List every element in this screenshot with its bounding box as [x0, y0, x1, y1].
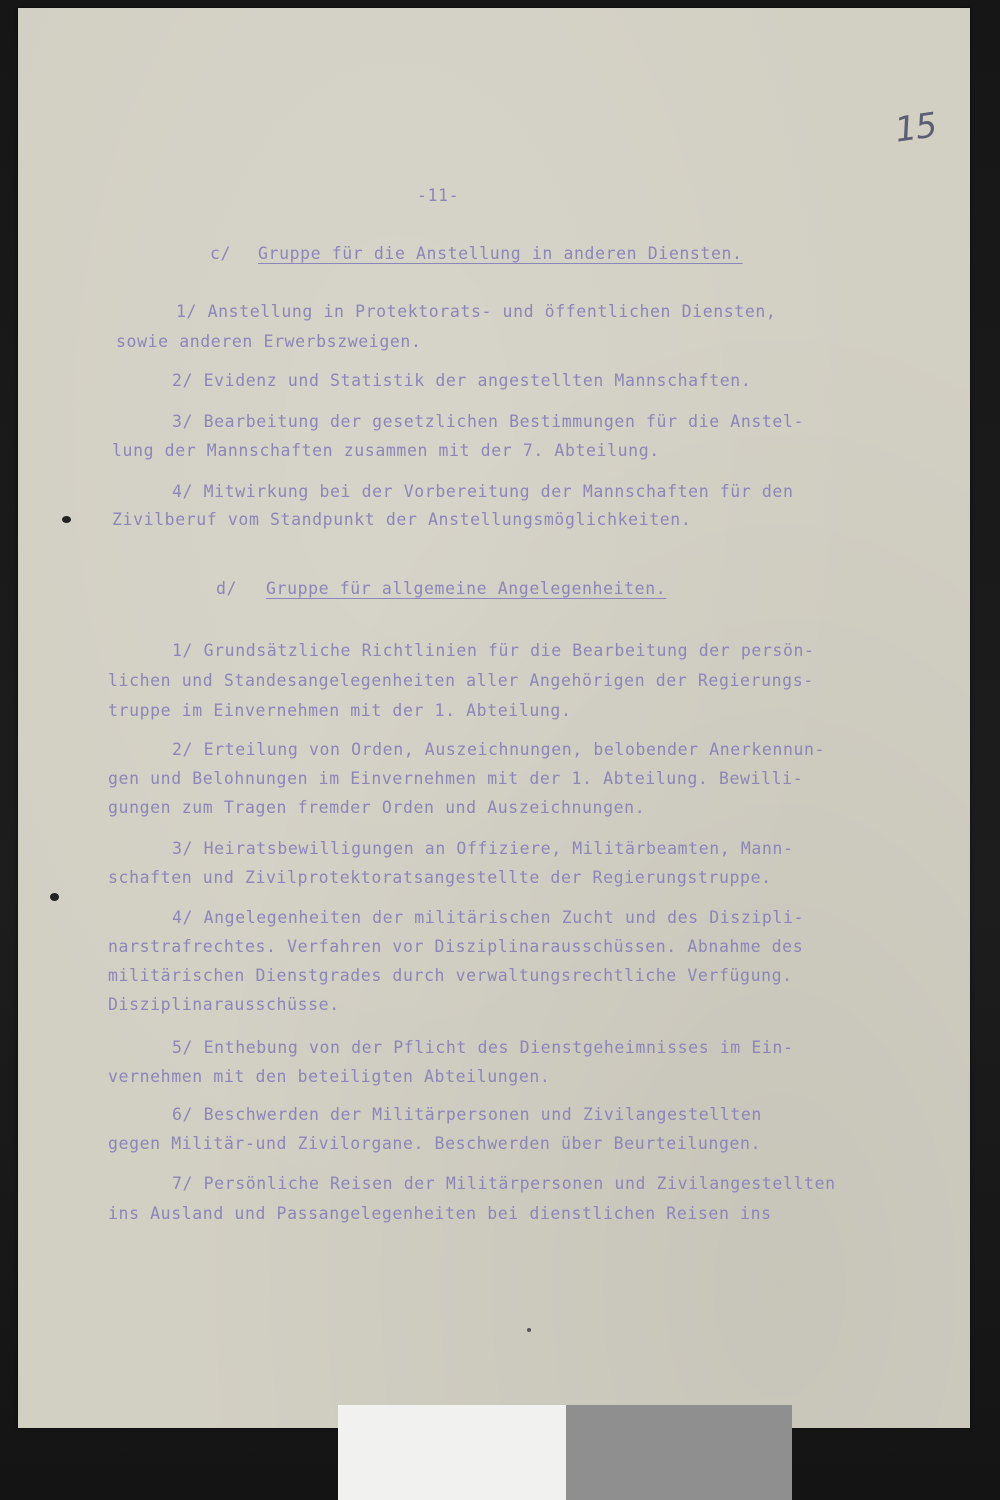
page-header: -11-: [417, 186, 460, 205]
section-d-marker: d/: [216, 579, 238, 598]
section-d-line: gegen Militär-und Zivilorgane. Beschwerden über Beurteilungen.: [108, 1134, 762, 1153]
section-d-line: gen und Belohnungen im Einvernehmen mit der 1. Abteilung. Bewilli-: [108, 769, 804, 788]
section-d-line: gungen zum Tragen fremder Orden und Auszeichnungen.: [108, 798, 646, 817]
section-d-heading: Gruppe für allgemeine Angelegenheiten.: [266, 579, 667, 598]
section-d-line: 6/ Beschwerden der Militärpersonen und Zivilangestellten: [172, 1105, 762, 1124]
section-d-line: 2/ Erteilung von Orden, Auszeichnungen, belobender Anerkennun-: [172, 740, 826, 759]
section-c-line: 1/ Anstellung in Protektorats- und öffentlichen Diensten,: [176, 302, 777, 321]
section-c-heading: Gruppe für die Anstellung in anderen Diensten.: [258, 244, 743, 263]
section-c-line: 4/ Mitwirkung bei der Vorbereitung der Mannschaften für den: [172, 482, 794, 501]
punch-mark: [62, 516, 71, 523]
punch-mark: [50, 893, 59, 901]
section-d-line: 7/ Persönliche Reisen der Militärpersonen und Zivilangestellten: [172, 1174, 836, 1193]
section-c-marker: c/: [210, 244, 232, 263]
folio-number: 15: [892, 105, 939, 151]
section-d-line: Disziplinarausschüsse.: [108, 995, 340, 1014]
section-d-line: 3/ Heiratsbewilligungen an Offiziere, Militärbeamten, Mann-: [172, 839, 794, 858]
section-c-line: lung der Mannschaften zusammen mit der 7. Abteilung.: [112, 441, 660, 460]
section-d-line: vernehmen mit den beteiligten Abteilungen.: [108, 1067, 551, 1086]
section-d-line: ins Ausland und Passangelegenheiten bei dienstlichen Reisen ins: [108, 1204, 772, 1223]
section-d-line: 1/ Grundsätzliche Richtlinien für die Bearbeitung der persön-: [172, 641, 815, 660]
section-d-line: 4/ Angelegenheiten der militärischen Zucht und des Diszipli-: [172, 908, 805, 927]
section-d-line: 5/ Enthebung von der Pflicht des Dienstgeheimnisses im Ein-: [172, 1038, 794, 1057]
section-c-line: sowie anderen Erwerbszweigen.: [116, 332, 422, 351]
section-d-line: schaften und Zivilprotektoratsangestellte der Regierungstruppe.: [108, 868, 772, 887]
section-d-line: narstrafrechtes. Verfahren vor Disziplinarausschüssen. Abnahme des: [108, 937, 804, 956]
section-c-line: Zivilberuf vom Standpunkt der Anstellungsmöglichkeiten.: [112, 510, 692, 529]
section-d-line: truppe im Einvernehmen mit der 1. Abteilung.: [108, 701, 572, 720]
section-c-line: 2/ Evidenz und Statistik der angestellten Mannschaften.: [172, 371, 752, 390]
section-d-line: militärischen Dienstgrades durch verwaltungsrechtliche Verfügung.: [108, 966, 793, 985]
section-c-line: 3/ Bearbeitung der gesetzlichen Bestimmungen für die Anstel-: [172, 412, 805, 431]
calibration-card-white: [338, 1405, 566, 1500]
calibration-card-gray: [566, 1405, 792, 1500]
paper-speck: [527, 1328, 531, 1332]
section-d-line: lichen und Standesangelegenheiten aller Angehörigen der Regierungs-: [108, 671, 814, 690]
